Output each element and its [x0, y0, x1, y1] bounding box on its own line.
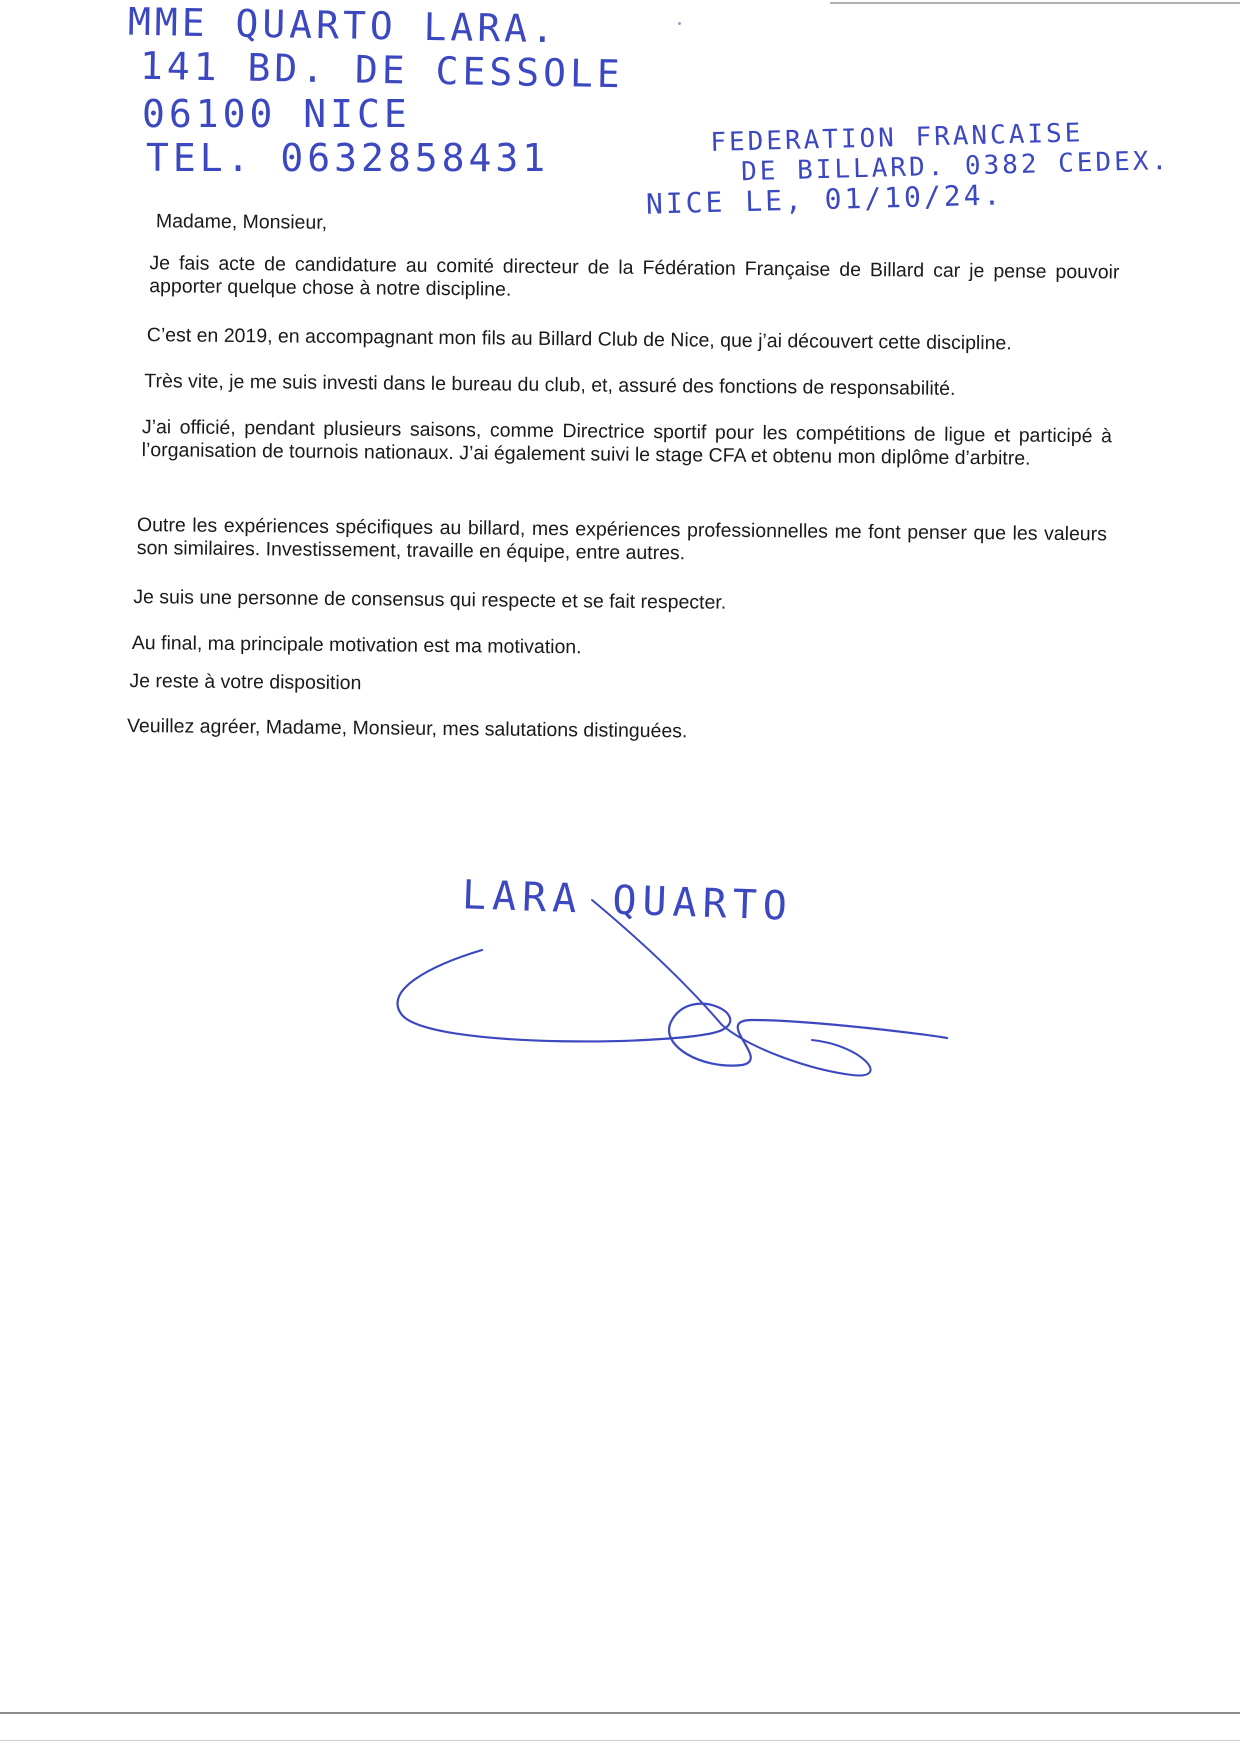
- paragraph-discovery: C’est en 2019, en accompagnant mon fils au Billard Club de Nice, que j’ai découvert cette discipline.: [146, 324, 1012, 355]
- paragraph-experience: J’ai officié, pendant plusieurs saisons, comme Directrice sportif pour les compétitions de ligue et participé à l’organisation de tournois nationaux. J’ai également suivi le stage CFA et obtenu mon diplôme d’arbitre.: [141, 416, 1112, 470]
- sender-street: 141 BD. DE CESSOLE: [139, 43, 625, 97]
- sender-address: [127, 0, 625, 180]
- sender-phone: TEL. 0632858431: [146, 136, 550, 180]
- greeting: Madame, Monsieur,: [155, 210, 328, 234]
- paragraph-professional: Outre les expériences spécifiques au billard, mes expériences professionnelles me font penser que les valeurs son similaires. Investissement, travaille en équipe, entre autres.: [136, 514, 1108, 565]
- sender-city: 06100 NICE: [142, 92, 411, 136]
- signature: [392, 870, 1072, 1080]
- place-date: NICE LE, 01/10/24.: [645, 178, 1004, 221]
- sender-name: MME QUARTO LARA.: [127, 0, 559, 52]
- scan-edge-bottom: [0, 1712, 1240, 1714]
- recipient-line-2: DE BILLARD. 0382 CEDEX.: [740, 145, 1171, 188]
- recipient-block: [645, 116, 1171, 221]
- paragraph-motivation: Au final, ma principale motivation est ma motivation.: [131, 631, 582, 659]
- paragraph-candidature: Je fais acte de candidature au comité directeur de la Fédération Française de Billard car je pense pouvoir apporter quelque chose à notre discipline.: [149, 252, 1120, 301]
- scan-speck: [678, 22, 681, 25]
- recipient-line-1: FEDERATION FRANCAISE: [710, 118, 1084, 158]
- paragraph-involvement: Très vite, je me suis investi dans le bureau du club, et, assuré des fonctions de responsabilité.: [144, 370, 956, 400]
- paragraph-availability: Je reste à votre disposition: [129, 669, 362, 695]
- closing-salutation: Veuillez agréer, Madame, Monsieur, mes salutations distinguées.: [126, 714, 688, 743]
- paragraph-consensus: Je suis une personne de consensus qui respecte et se fait respecter.: [133, 586, 727, 614]
- scan-edge-bottom-faint: [0, 1740, 1240, 1741]
- scan-edge-top: [830, 2, 1240, 4]
- signature-text: LARA QUARTO: [461, 872, 794, 930]
